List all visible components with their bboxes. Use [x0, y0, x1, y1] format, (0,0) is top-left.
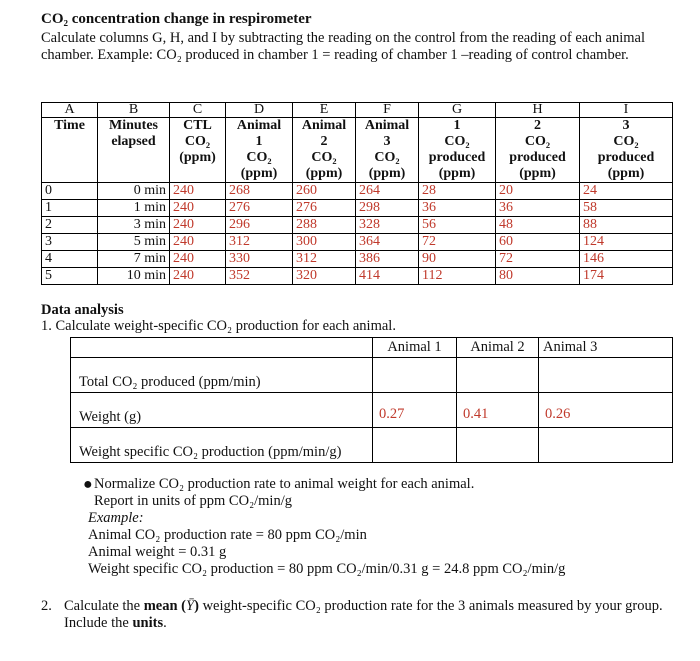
header-produced-1: 1 CO₂ produced (ppm) — [419, 118, 496, 183]
answer-cell[interactable] — [373, 358, 457, 393]
question-2 — [41, 598, 691, 632]
analysis-table — [70, 337, 673, 463]
example-label: Example: — [88, 510, 144, 526]
time-cell: 4 — [42, 251, 98, 268]
column-letter: A — [42, 103, 98, 118]
ctl-cell: 240 — [170, 234, 226, 251]
animal-2-cell: 288 — [293, 217, 356, 234]
column-letter: G — [419, 103, 496, 118]
produced-2-cell: 72 — [496, 251, 580, 268]
time-cell: 2 — [42, 217, 98, 234]
analysis-column-header: Animal 3 — [539, 338, 673, 358]
row-label: Total CO₂ produced (ppm/min) — [71, 358, 373, 393]
animal-2-cell: 320 — [293, 268, 356, 285]
header-minutes: Minutes elapsed — [98, 118, 170, 183]
produced-1-cell: 36 — [419, 200, 496, 217]
animal-2-cell: 312 — [293, 251, 356, 268]
produced-2-cell: 20 — [496, 183, 580, 200]
normalize-note — [70, 476, 670, 578]
animal-3-cell: 386 — [356, 251, 419, 268]
row-label: Weight (g) — [71, 393, 373, 428]
answer-cell[interactable] — [539, 358, 673, 393]
produced-3-cell: 24 — [580, 183, 673, 200]
header-animal-1: Animal 1 CO₂ (ppm) — [226, 118, 293, 183]
column-letter: C — [170, 103, 226, 118]
time-cell: 5 — [42, 268, 98, 285]
respirometer-table — [41, 102, 673, 285]
q2-bold-units: units — [132, 615, 164, 631]
example-block — [88, 510, 670, 578]
animal-1-cell: 276 — [226, 200, 293, 217]
answer-cell[interactable] — [373, 428, 457, 463]
answer-cell[interactable] — [539, 428, 673, 463]
q2-bold-close: ) — [194, 598, 199, 614]
animal-3-cell: 328 — [356, 217, 419, 234]
animal-2-cell: 300 — [293, 234, 356, 251]
produced-2-cell: 80 — [496, 268, 580, 285]
example-line: Animal CO₂ production rate = 80 ppm CO₂/min — [88, 527, 367, 543]
header-produced-2: 2 CO₂ produced (ppm) — [496, 118, 580, 183]
minutes-cell: 0 min — [98, 183, 170, 200]
produced-2-cell: 48 — [496, 217, 580, 234]
animal-3-cell: 364 — [356, 234, 419, 251]
animal-3-cell: 298 — [356, 200, 419, 217]
bullet-dot: ● — [83, 476, 93, 493]
produced-1-cell: 72 — [419, 234, 496, 251]
ctl-cell: 240 — [170, 217, 226, 234]
produced-2-cell: 36 — [496, 200, 580, 217]
answer-cell[interactable] — [457, 358, 539, 393]
produced-3-cell: 88 — [580, 217, 673, 234]
produced-1-cell: 56 — [419, 217, 496, 234]
minutes-cell: 7 min — [98, 251, 170, 268]
table-row — [42, 200, 673, 217]
header-produced-3: 3 CO₂ produced (ppm) — [580, 118, 673, 183]
table-row — [42, 183, 673, 200]
question-1: 1. Calculate weight-specific CO₂ production for each animal. — [41, 318, 396, 334]
analysis-corner-cell — [71, 338, 373, 358]
minutes-cell: 3 min — [98, 217, 170, 234]
animal-2-cell: 260 — [293, 183, 356, 200]
animal-1-cell: 352 — [226, 268, 293, 285]
produced-2-cell: 60 — [496, 234, 580, 251]
analysis-row-weight — [71, 393, 673, 428]
produced-3-cell: 58 — [580, 200, 673, 217]
header-ctl: CTL CO₂ (ppm) — [170, 118, 226, 183]
animal-2-cell: 276 — [293, 200, 356, 217]
question-number: 2. — [41, 598, 52, 614]
animal-1-cell: 268 — [226, 183, 293, 200]
column-letter: F — [356, 103, 419, 118]
analysis-row-total — [71, 358, 673, 393]
example-line: Animal weight = 0.31 g — [88, 544, 227, 560]
column-letters-row — [42, 103, 673, 118]
weight-value: 0.26 — [539, 393, 673, 428]
bullet-line: Report in units of ppm CO₂/min/g — [94, 493, 292, 509]
animal-1-cell: 312 — [226, 234, 293, 251]
produced-3-cell: 174 — [580, 268, 673, 285]
ctl-cell: 240 — [170, 200, 226, 217]
q2-bold-mean: mean ( — [143, 598, 187, 614]
animal-1-cell: 296 — [226, 217, 293, 234]
row-label: Weight specific CO₂ production (ppm/min/g) — [71, 428, 373, 463]
minutes-cell: 1 min — [98, 200, 170, 217]
animal-3-cell: 264 — [356, 183, 419, 200]
minutes-cell: 5 min — [98, 234, 170, 251]
column-letter: B — [98, 103, 170, 118]
column-letter: I — [580, 103, 673, 118]
animal-1-cell: 330 — [226, 251, 293, 268]
instructions: Calculate columns G, H, and I by subtracting the reading on the control from the reading of each animal chamber. Example: CO₂ produced in chamber 1 = reading of chamber 1 –reading of control chamber. — [41, 30, 645, 63]
analysis-column-header: Animal 1 — [373, 338, 457, 358]
produced-1-cell: 28 — [419, 183, 496, 200]
answer-cell[interactable] — [457, 428, 539, 463]
column-letter: D — [226, 103, 293, 118]
minutes-cell: 10 min — [98, 268, 170, 285]
example-line: Weight specific CO₂ production = 80 ppm CO₂/min/0.31 g = 24.8 ppm CO₂/min/g — [88, 561, 566, 577]
ctl-cell: 240 — [170, 183, 226, 200]
time-cell: 1 — [42, 200, 98, 217]
header-animal-3: Animal 3 CO₂ (ppm) — [356, 118, 419, 183]
produced-1-cell: 90 — [419, 251, 496, 268]
header-time: Time — [42, 118, 98, 183]
produced-1-cell: 112 — [419, 268, 496, 285]
page-title: CO₂ concentration change in respirometer — [41, 11, 312, 27]
table-row — [42, 268, 673, 285]
ctl-cell: 240 — [170, 268, 226, 285]
bullet-line: Normalize CO₂ production rate to animal weight for each animal. — [94, 476, 475, 492]
column-letter: H — [496, 103, 580, 118]
table-row — [42, 217, 673, 234]
table-row — [42, 251, 673, 268]
column-letter: E — [293, 103, 356, 118]
ctl-cell: 240 — [170, 251, 226, 268]
animal-3-cell: 414 — [356, 268, 419, 285]
y-bar-symbol: Ȳ — [186, 598, 195, 614]
table-row — [42, 234, 673, 251]
column-headers-row — [42, 118, 673, 183]
section-heading: Data analysis — [41, 302, 124, 318]
analysis-column-header: Animal 2 — [457, 338, 539, 358]
analysis-row-specific — [71, 428, 673, 463]
produced-3-cell: 124 — [580, 234, 673, 251]
q2-text: . — [163, 615, 167, 631]
time-cell: 3 — [42, 234, 98, 251]
weight-value: 0.41 — [457, 393, 539, 428]
q2-text: Calculate the — [64, 598, 144, 614]
weight-value: 0.27 — [373, 393, 457, 428]
produced-3-cell: 146 — [580, 251, 673, 268]
header-animal-2: Animal 2 CO₂ (ppm) — [293, 118, 356, 183]
time-cell: 0 — [42, 183, 98, 200]
analysis-header-row — [71, 338, 673, 358]
q2-text: weight-specific CO₂ production rate for the 3 animals measured by your group. Include the — [64, 598, 663, 631]
